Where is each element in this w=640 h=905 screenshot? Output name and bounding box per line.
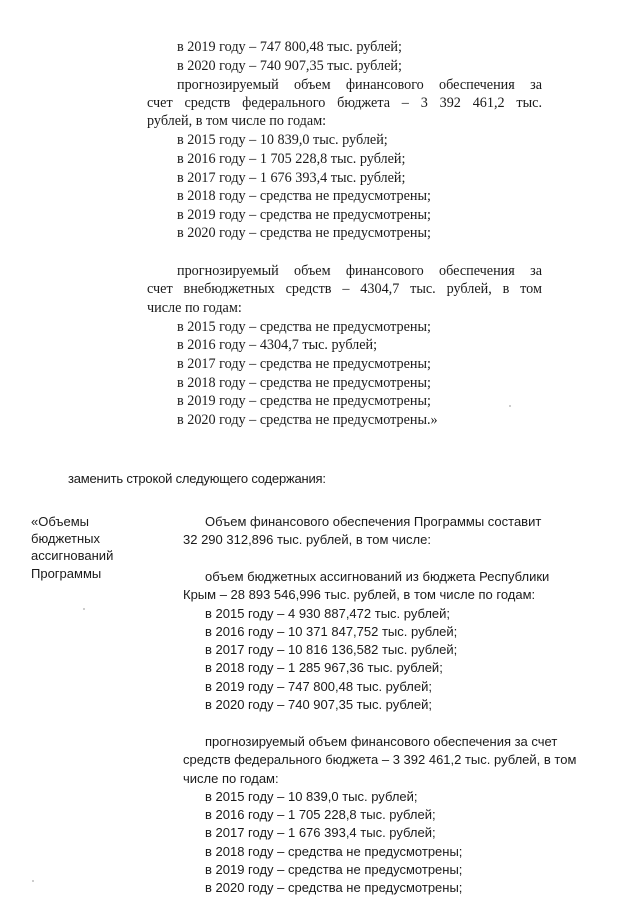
text-line: в 2016 году – 4304,7 тыс. рублей; bbox=[177, 337, 378, 353]
text-line: Крым – 28 893 546,996 тыс. рублей, в том числе по годам: bbox=[183, 587, 536, 602]
text-line: в 2018 году – средства не предусмотрены; bbox=[177, 375, 431, 391]
text-line: в 2020 году – средства не предусмотрены; bbox=[177, 225, 431, 241]
text-line: рублей, в том числе по годам: bbox=[147, 113, 327, 129]
scan-speck bbox=[83, 608, 85, 610]
text-line: объем бюджетных ассигнований из бюджета Республики bbox=[205, 569, 550, 584]
scan-speck bbox=[509, 405, 511, 407]
text-line: в 2015 году – средства не предусмотрены; bbox=[177, 319, 431, 335]
text-line: в 2015 году – 4 930 887,472 тыс. рублей; bbox=[205, 606, 451, 621]
text-line: в 2019 году – 747 800,48 тыс. рублей; bbox=[177, 39, 402, 55]
text-line: в 2015 году – 10 839,0 тыс. рублей; bbox=[205, 789, 418, 804]
text-line: в 2017 году – средства не предусмотрены; bbox=[177, 356, 431, 372]
text-line: в 2019 году – средства не предусмотрены; bbox=[177, 393, 431, 409]
text-line: в 2019 году – средства не предусмотрены; bbox=[177, 207, 431, 223]
text-line: в 2020 году – средства не предусмотрены.» bbox=[177, 412, 438, 428]
text-line: Объем финансового обеспечения Программы составит bbox=[205, 514, 542, 529]
text-line: в 2017 году – 1 676 393,4 тыс. рублей; bbox=[205, 825, 436, 840]
text-line: в 2016 году – 1 705 228,8 тыс. рублей; bbox=[177, 151, 406, 167]
text-line: в 2019 году – средства не предусмотрены; bbox=[205, 862, 463, 877]
text-line: числе по годам: bbox=[183, 771, 279, 786]
replace-instruction: заменить строкой следующего содержания: bbox=[68, 471, 326, 486]
text-line: счет внебюджетных средств – 4304,7 тыс. рублей, в том bbox=[147, 281, 542, 297]
text-line: прогнозируемый объем финансового обеспечения за счет bbox=[205, 734, 558, 749]
text-line: в 2020 году – средства не предусмотрены; bbox=[205, 880, 463, 895]
label-line: ассигнований bbox=[31, 548, 114, 563]
text-line: 32 290 312,896 тыс. рублей, в том числе: bbox=[183, 532, 431, 547]
label-line: бюджетных bbox=[31, 531, 100, 546]
text-line: в 2017 году – 1 676 393,4 тыс. рублей; bbox=[177, 170, 406, 186]
text-line: в 2020 году – 740 907,35 тыс. рублей; bbox=[205, 697, 432, 712]
text-line: в 2017 году – 10 816 136,582 тыс. рублей; bbox=[205, 642, 458, 657]
text-line: счет средств федерального бюджета – 3 392 461,2 тыс. bbox=[147, 95, 542, 111]
text-line: в 2016 году – 1 705 228,8 тыс. рублей; bbox=[205, 807, 436, 822]
text-line: в 2015 году – 10 839,0 тыс. рублей; bbox=[177, 132, 388, 148]
text-line: средств федерального бюджета – 3 392 461,2 тыс. рублей, в том bbox=[183, 752, 577, 767]
label-line: «Объемы bbox=[31, 514, 89, 529]
label-line: Программы bbox=[31, 566, 102, 581]
text-line: прогнозируемый объем финансового обеспечения за bbox=[177, 77, 542, 93]
text-line: числе по годам: bbox=[147, 300, 242, 316]
text-line: прогнозируемый объем финансового обеспечения за bbox=[177, 263, 542, 279]
text-line: в 2020 году – 740 907,35 тыс. рублей; bbox=[177, 58, 402, 74]
text-line: в 2018 году – средства не предусмотрены; bbox=[205, 844, 463, 859]
text-line: в 2018 году – 1 285 967,36 тыс. рублей; bbox=[205, 660, 443, 675]
scan-speck bbox=[32, 880, 34, 882]
text-line: в 2018 году – средства не предусмотрены; bbox=[177, 188, 431, 204]
text-line: в 2016 году – 10 371 847,752 тыс. рублей; bbox=[205, 624, 458, 639]
text-line: в 2019 году – 747 800,48 тыс. рублей; bbox=[205, 679, 432, 694]
